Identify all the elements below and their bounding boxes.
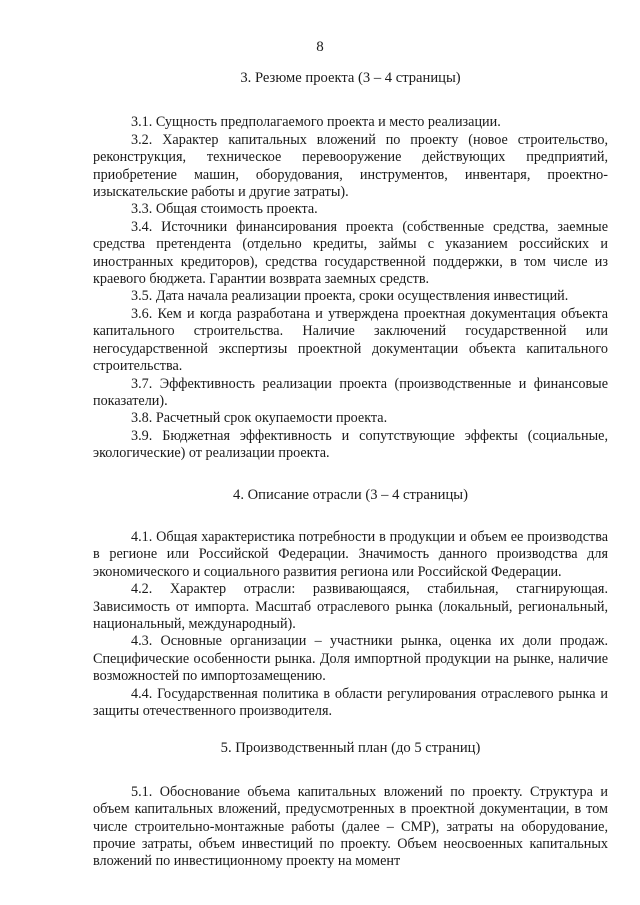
paragraph-3-4: 3.4. Источники финансирования проекта (собственные средства, заемные средства претендента (отдельно кредиты, займы с указанием российских и иностранных кредиторов), средства государственной поддержки, в том числе из краевого бюджета. Гарантии возврата заемных средств.: [93, 218, 608, 288]
paragraph-5-1: 5.1. Обоснование объема капитальных вложений по проекту. Структура и объем капитальных вложений, предусмотренных в проектной документации, в том числе строительно-монтажные работы (далее – СМР), затраты на оборудование, прочие затраты, объем инвестиций по проекту. Объем неосвоенных капитальных вложений по инвестиционному проекту на момент: [93, 783, 608, 870]
section-heading: 4. Описание отрасли (3 – 4 страницы): [233, 486, 468, 503]
paragraph-3-1: 3.1. Сущность предполагаемого проекта и место реализации.: [131, 114, 501, 131]
paragraph-4-1: 4.1. Общая характеристика потребности в продукции и объем ее производства в регионе или Российской Федерации. Значимость данного производства для экономического и социального развития региона или Российской Федерации.: [93, 528, 608, 580]
section-5-production-plan: [93, 720, 608, 870]
paragraph-3-2: 3.2. Характер капитальных вложений по проекту (новое строительство, реконструкция, техническое перевооружение действующих предприятий, приобретение машин, оборудования, инструментов, инвентаря, проектно-изыскательские работы и другие затраты).: [93, 131, 608, 201]
section-4-industry: [93, 463, 608, 721]
section-3-resume: [93, 70, 608, 463]
paragraph-3-9: 3.9. Бюджетная эффективность и сопутствующие эффекты (социальные, экологические) от реализации проекта.: [93, 427, 608, 462]
paragraph-3-6: 3.6. Кем и когда разработана и утверждена проектная документация объекта капитального строительства. Наличие заключений государственной или негосударственной экспертизы проектной документации объекта капитального строительства.: [93, 305, 608, 375]
paragraph-4-4: 4.4. Государственная политика в области регулирования отраслевого рынка и защиты отечественного производителя.: [93, 685, 608, 719]
document-body: [93, 70, 608, 871]
paragraph-3-8: 3.8. Расчетный срок окупаемости проекта.: [131, 410, 388, 427]
paragraph-3-7: 3.7. Эффективность реализации проекта (производственные и финансовые показатели).: [93, 375, 608, 409]
paragraph-3-3: 3.3. Общая стоимость проекта.: [131, 201, 318, 218]
paragraph-3-5: 3.5. Дата начала реализации проекта, сроки осуществления инвестиций.: [131, 288, 569, 305]
page-number: 8: [316, 39, 324, 55]
section-heading: 3. Резюме проекта (3 – 4 страницы): [240, 70, 461, 86]
paragraph-4-3: 4.3. Основные организации – участники рынка, оценка их доли продаж. Специфические особенности рынка. Доля импортной продукции на рынке, наличие возможностей по импортозамещению.: [93, 633, 608, 685]
paragraph-4-2: 4.2. Характер отрасли: развивающаяся, стабильная, стагнирующая. Зависимость от импорта. Масштаб отраслевого рынка (локальный, региональный, национальный, международный).: [93, 581, 608, 632]
section-heading: 5. Производственный план (до 5 страниц): [220, 740, 481, 757]
